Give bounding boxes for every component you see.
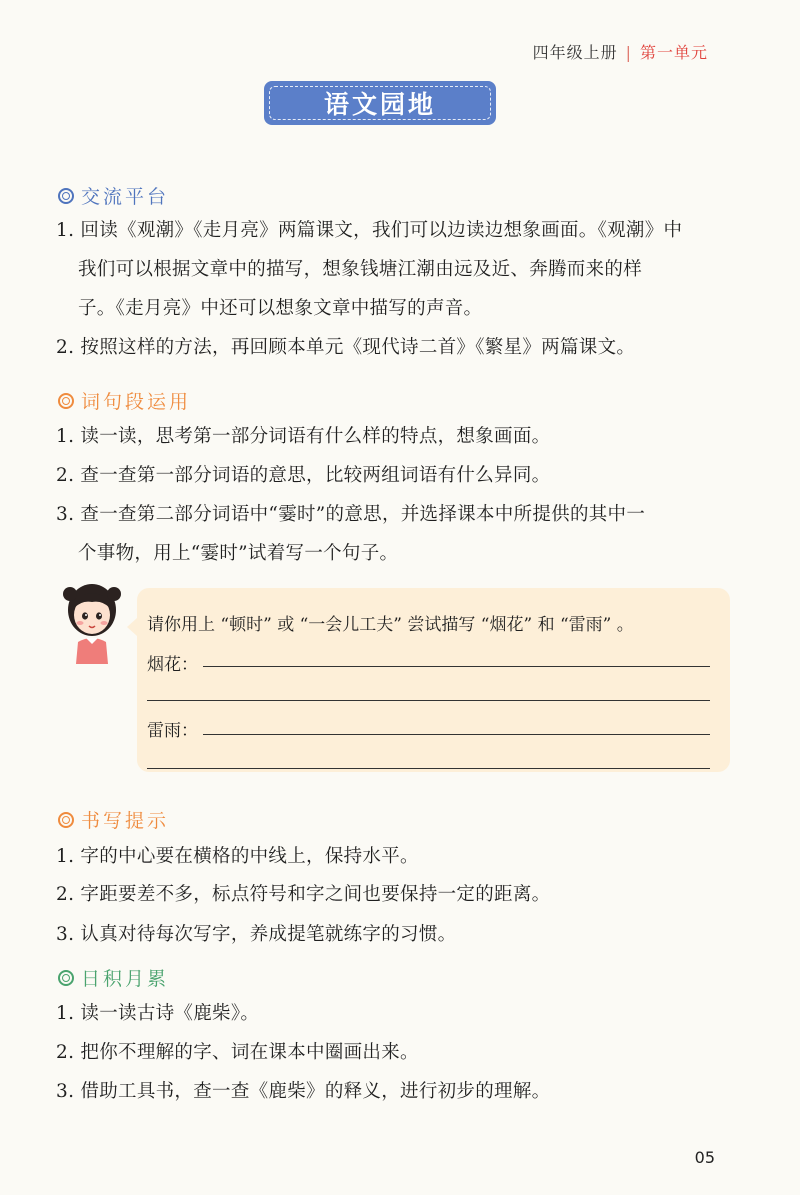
answer-line-fireworks-2[interactable] bbox=[147, 700, 710, 701]
girl-avatar-icon bbox=[60, 580, 124, 664]
section-heading-text: 交流平台 bbox=[81, 186, 170, 208]
writing-prompt-text: 请你用上 “顿时” 或 “一会儿工夫” 尝试描写 “烟花” 和 “雷雨” 。 bbox=[147, 615, 634, 635]
ring-bullet-icon bbox=[58, 970, 74, 986]
list-item: 1. 字的中心要在横格的中线上，保持水平。 bbox=[56, 846, 419, 867]
ring-bullet-icon bbox=[58, 393, 74, 409]
list-item: 1. 读一读，思考第一部分词语有什么样的特点，想象画面。 bbox=[56, 426, 551, 447]
thunderstorm-label: 雷雨： bbox=[147, 721, 198, 741]
list-item: 1. 回读《观潮》《走月亮》两篇课文，我们可以边读边想象画面。《观潮》中 bbox=[56, 220, 683, 241]
list-item: 2. 字距要差不多，标点符号和字之间也要保持一定的距离。 bbox=[56, 884, 551, 905]
unit-label: 第一单元 bbox=[639, 43, 708, 62]
section-heading-rijiyuelei bbox=[58, 964, 169, 991]
ring-bullet-icon bbox=[58, 188, 74, 204]
section-heading-jiaoliu bbox=[58, 182, 169, 209]
list-item: 3. 查一查第二部分词语中“霎时”的意思，并选择课本中所提供的其中一 bbox=[56, 504, 646, 525]
ring-bullet-icon bbox=[58, 812, 74, 828]
writing-prompt-box bbox=[137, 588, 730, 772]
section-heading-ciju bbox=[58, 387, 191, 414]
page-title: 语文园地 bbox=[323, 90, 436, 119]
list-item: 2. 查一查第一部分词语的意思，比较两组词语有什么异同。 bbox=[56, 465, 551, 486]
answer-line-thunderstorm-2[interactable] bbox=[147, 768, 710, 769]
list-item: 3. 借助工具书，查一查《鹿柴》的释义，进行初步的理解。 bbox=[56, 1081, 551, 1102]
title-dashed-border bbox=[269, 86, 491, 120]
list-item-continuation: 个事物，用上“霎时”试着写一个句子。 bbox=[78, 543, 399, 564]
list-item: 1. 读一读古诗《鹿柴》。 bbox=[56, 1003, 260, 1024]
answer-line-fireworks-1[interactable] bbox=[203, 666, 710, 667]
section-heading-text: 词句段运用 bbox=[81, 391, 192, 413]
list-item: 3. 认真对待每次写字，养成提笔就练字的习惯。 bbox=[56, 924, 457, 945]
section-heading-text: 日积月累 bbox=[81, 968, 170, 990]
list-item-continuation: 我们可以根据文章中的描写，想象钱塘江潮由远及近、奔腾而来的样 bbox=[78, 259, 643, 280]
section-heading-text: 书写提示 bbox=[81, 810, 170, 832]
list-item-continuation: 子。《走月亮》中还可以想象文章中描写的声音。 bbox=[78, 298, 483, 319]
page-number: 05 bbox=[694, 1148, 715, 1167]
list-item: 2. 把你不理解的字、词在课本中圈画出来。 bbox=[56, 1042, 419, 1063]
page-header bbox=[533, 40, 708, 63]
page-title-badge bbox=[264, 81, 496, 125]
answer-line-thunderstorm-1[interactable] bbox=[203, 734, 710, 735]
grade-label: 四年级上册 bbox=[532, 43, 618, 62]
fireworks-label: 烟花： bbox=[147, 655, 198, 675]
header-separator: | bbox=[625, 43, 632, 62]
list-item: 2. 按照这样的方法，再回顾本单元《现代诗二首》《繁星》两篇课文。 bbox=[56, 337, 636, 358]
section-heading-shuxie bbox=[58, 806, 169, 833]
